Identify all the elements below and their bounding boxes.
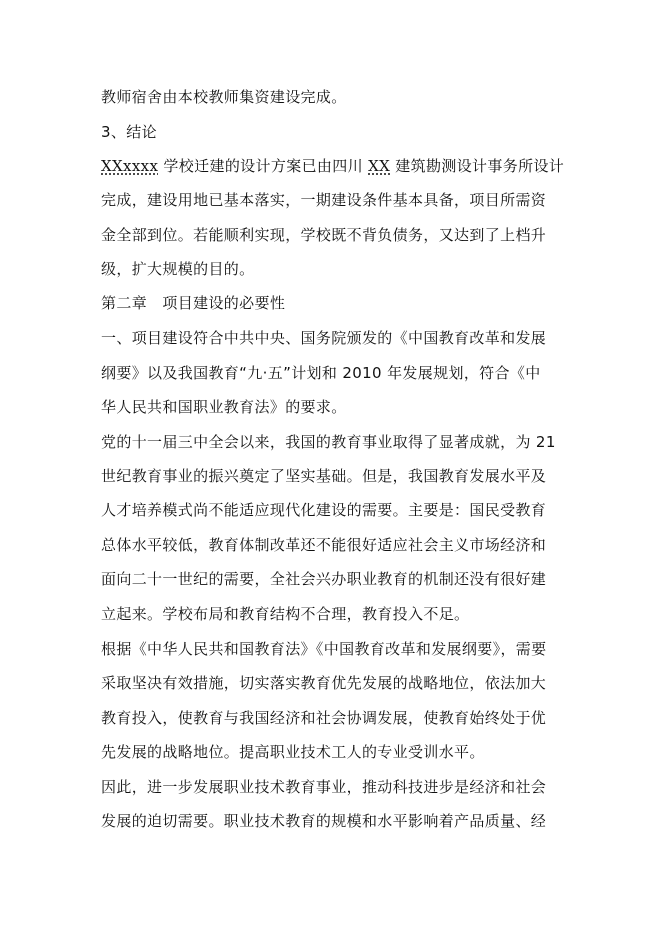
- text-line-20: 先发展的战略地位。提高职业技术工人的专业受训水平。: [101, 743, 485, 761]
- text-segment: 学校迁建的设计方案已由四川: [163, 157, 363, 175]
- section-heading-conclusion: 3、结论: [101, 123, 157, 141]
- text-line-21: 因此，进一步发展职业技术教育事业，推动科技进步是经济和社会: [101, 778, 547, 796]
- school-name-placeholder: XXxxxx: [101, 157, 159, 175]
- text-line-5: 金全部到位。若能顺利实现，学校既不背负债务，又达到了上档升: [101, 226, 547, 244]
- text-line-15: 面向二十一世纪的需要，全社会兴办职业教育的机制还没有很好建: [101, 570, 547, 588]
- text-line-4: 完成，建设用地已基本落实，一期建设条件基本具备，项目所需资: [101, 191, 547, 209]
- firm-name-placeholder: XX: [368, 157, 391, 175]
- text-line-12: 世纪教育事业的振兴奠定了坚实基础。但是，我国教育发展水平及: [101, 467, 547, 485]
- chapter-heading: 第二章 项目建设的必要性: [101, 294, 286, 312]
- text-line-11: 党的十一届三中全会以来，我国的教育事业取得了显著成就，为 21: [101, 433, 556, 451]
- text-line-16: 立起来。学校布局和教育结构不合理，教育投入不足。: [101, 605, 470, 623]
- text-line-19: 教育投入，使教育与我国经济和社会协调发展，使教育始终处于优: [101, 709, 547, 727]
- text-line-14: 总体水平较低，教育体制改革还不能很好适应社会主义市场经济和: [101, 536, 547, 554]
- text-line-17: 根据《中华人民共和国教育法》《中国教育改革和发展纲要》，需要: [101, 640, 547, 658]
- text-line-22: 发展的迫切需要。职业技术教育的规模和水平影响着产品质量、经: [101, 812, 547, 830]
- text-line-18: 采取坚决有效措施，切实落实教育优先发展的战略地位，依法加大: [101, 674, 547, 692]
- text-segment: 建筑勘测设计事务所设计: [395, 157, 565, 175]
- text-line-1: 教师宿舍由本校教师集资建设完成。: [101, 88, 347, 106]
- text-line-6: 级，扩大规模的目的。: [101, 260, 255, 278]
- text-line-10: 华人民共和国职业教育法》的要求。: [101, 398, 347, 416]
- text-line-13: 人才培养模式尚不能适应现代化建设的需要。主要是：国民受教育: [101, 501, 547, 519]
- text-line-8: 一、项目建设符合中共中央、国务院颁发的《中国教育改革和发展: [101, 329, 547, 347]
- text-line-9: 纲要》以及我国教育“九·五”计划和 2010 年发展规划，符合《中: [101, 364, 541, 382]
- text-line-3: [101, 151, 565, 181]
